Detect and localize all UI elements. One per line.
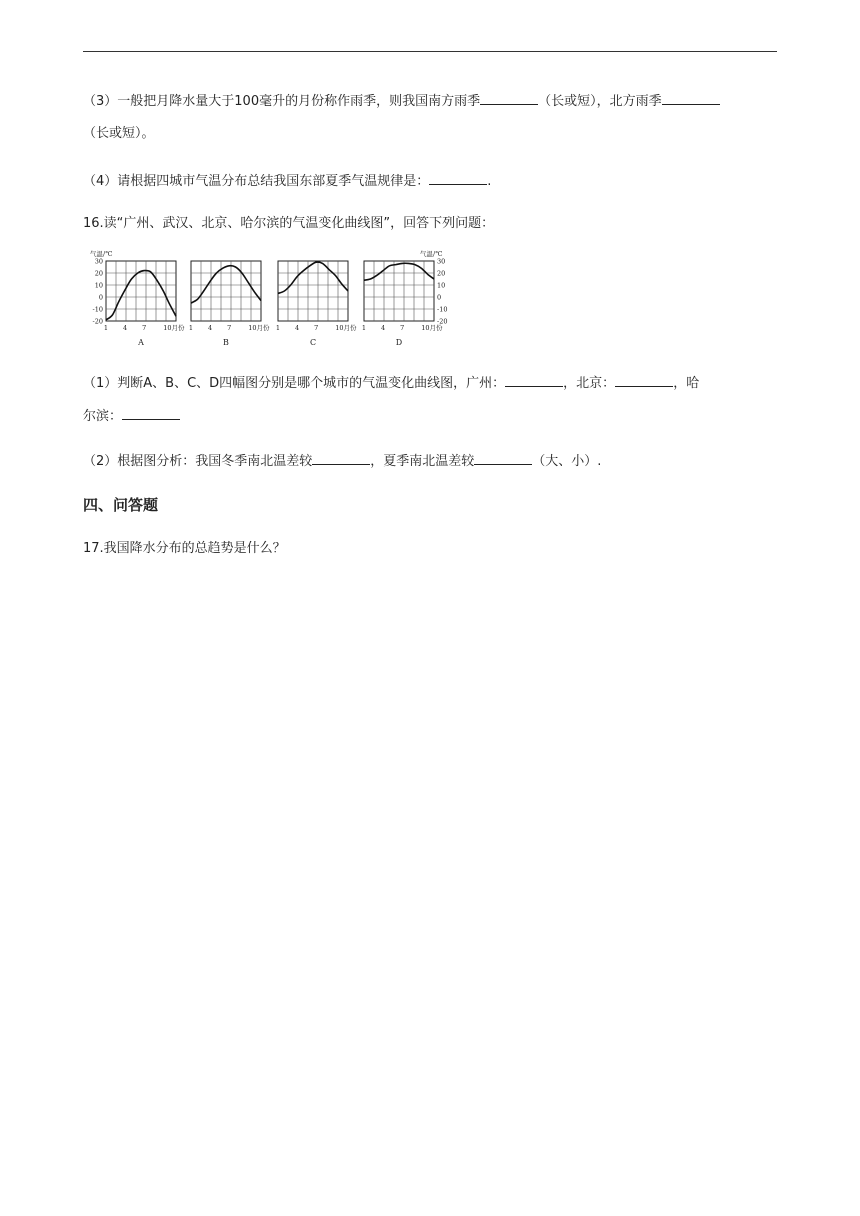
q17-line bbox=[83, 539, 783, 559]
x-tick-label: 4 bbox=[381, 324, 386, 332]
chart-caption-B: B bbox=[223, 338, 229, 347]
chart-caption-D: D bbox=[395, 338, 403, 347]
q16-intro-text: 16.读“广州、武汉、北京、哈尔滨的气温变化曲线图”，回答下列问题： bbox=[83, 216, 495, 231]
y-tick-label: 10 bbox=[94, 281, 103, 290]
q15-part3-text-a: （3）一般把月降水量大于100毫升的月份称作雨季，则我国南方雨季 bbox=[83, 94, 481, 109]
q15-part3-line1 bbox=[83, 90, 783, 112]
y-tick-label: 10 bbox=[437, 281, 446, 290]
q17-text: 17.我国降水分布的总趋势是什么？ bbox=[83, 541, 286, 556]
x-tick-label: 10月份 bbox=[248, 324, 270, 332]
y-tick-label: 0 bbox=[98, 293, 103, 302]
q16-part2-line bbox=[83, 450, 783, 472]
header-rule bbox=[83, 51, 777, 52]
temperature-curve-charts bbox=[84, 244, 454, 354]
q16-part1-line1 bbox=[83, 372, 783, 394]
chart-frame-C bbox=[278, 261, 348, 321]
temperature-curve-D bbox=[364, 263, 434, 280]
y-tick-label: -10 bbox=[92, 305, 103, 314]
x-tick-label: 4 bbox=[208, 324, 213, 332]
q15-part3-line2 bbox=[83, 124, 783, 144]
x-tick-label: 1 bbox=[275, 324, 281, 332]
x-tick-label: 7 bbox=[142, 324, 147, 332]
answer-blank-south-rainy-season[interactable] bbox=[480, 90, 538, 105]
chart-frame-A bbox=[106, 261, 176, 321]
q15-part3-text-c: （长或短）。 bbox=[83, 126, 155, 141]
answer-blank-summer-temperature-rule[interactable] bbox=[429, 170, 487, 185]
x-tick-label: 10月份 bbox=[421, 324, 443, 332]
q16-part2-text-b: ，夏季南北温差较 bbox=[370, 454, 475, 469]
q16-intro bbox=[83, 214, 783, 234]
x-tick-label: 10月份 bbox=[335, 324, 357, 332]
answer-blank-harbin[interactable] bbox=[122, 405, 180, 420]
chart-caption-A: A bbox=[138, 338, 144, 347]
answer-blank-north-rainy-season[interactable] bbox=[662, 90, 720, 105]
q16-part2-text-a: （2）根据图分析：我国冬季南北温差较 bbox=[83, 454, 313, 469]
q16-part1-line2 bbox=[83, 405, 783, 427]
y-tick-label: 20 bbox=[94, 269, 103, 278]
x-tick-label: 7 bbox=[227, 324, 232, 332]
y-axis-label: 气温/℃ bbox=[420, 250, 443, 258]
x-tick-label: 7 bbox=[314, 324, 319, 332]
y-tick-label: 0 bbox=[437, 293, 442, 302]
q16-part1-text-b: ，北京： bbox=[563, 376, 616, 391]
y-axis-label: 气温/℃ bbox=[90, 250, 113, 258]
answer-blank-beijing[interactable] bbox=[615, 372, 673, 387]
temperature-curve-figure bbox=[84, 244, 454, 354]
temperature-curve-C bbox=[278, 262, 348, 293]
q15-part4-line bbox=[83, 170, 783, 192]
y-tick-label: 30 bbox=[94, 257, 103, 266]
x-tick-label: 1 bbox=[188, 324, 194, 332]
answer-blank-summer-difference[interactable] bbox=[474, 450, 532, 465]
x-tick-label: 7 bbox=[400, 324, 405, 332]
x-tick-label: 4 bbox=[295, 324, 300, 332]
y-tick-label: -20 bbox=[92, 317, 103, 326]
chart-caption-C: C bbox=[309, 338, 317, 347]
q16-part2-text-c: （大、小）. bbox=[532, 454, 602, 469]
q16-part1-text-a: （1）判断A、B、C、D四幅图分别是哪个城市的气温变化曲线图，广州： bbox=[83, 376, 506, 391]
q16-part1-text-c: ，哈 bbox=[673, 376, 700, 391]
y-tick-label: -20 bbox=[437, 317, 448, 326]
y-tick-label: -10 bbox=[437, 305, 448, 314]
x-tick-label: 1 bbox=[103, 324, 109, 332]
temperature-curve-A bbox=[106, 270, 176, 319]
q16-part1-text-d: 尔滨： bbox=[83, 409, 123, 424]
q15-part4-text-b: . bbox=[487, 174, 492, 189]
q15-part4-text-a: （4）请根据四城市气温分布总结我国东部夏季气温规律是： bbox=[83, 174, 430, 189]
answer-blank-guangzhou[interactable] bbox=[505, 372, 563, 387]
x-tick-label: 4 bbox=[123, 324, 128, 332]
temperature-curve-B bbox=[191, 266, 261, 303]
x-tick-label: 1 bbox=[361, 324, 367, 332]
q15-part3-text-b: （长或短），北方雨季 bbox=[538, 94, 662, 109]
y-tick-label: 30 bbox=[437, 257, 446, 266]
chart-frame-B bbox=[191, 261, 261, 321]
y-tick-label: 20 bbox=[437, 269, 446, 278]
section-heading-qa: 四、问答题 bbox=[83, 496, 159, 514]
answer-blank-winter-difference[interactable] bbox=[312, 450, 370, 465]
x-tick-label: 10月份 bbox=[163, 324, 185, 332]
